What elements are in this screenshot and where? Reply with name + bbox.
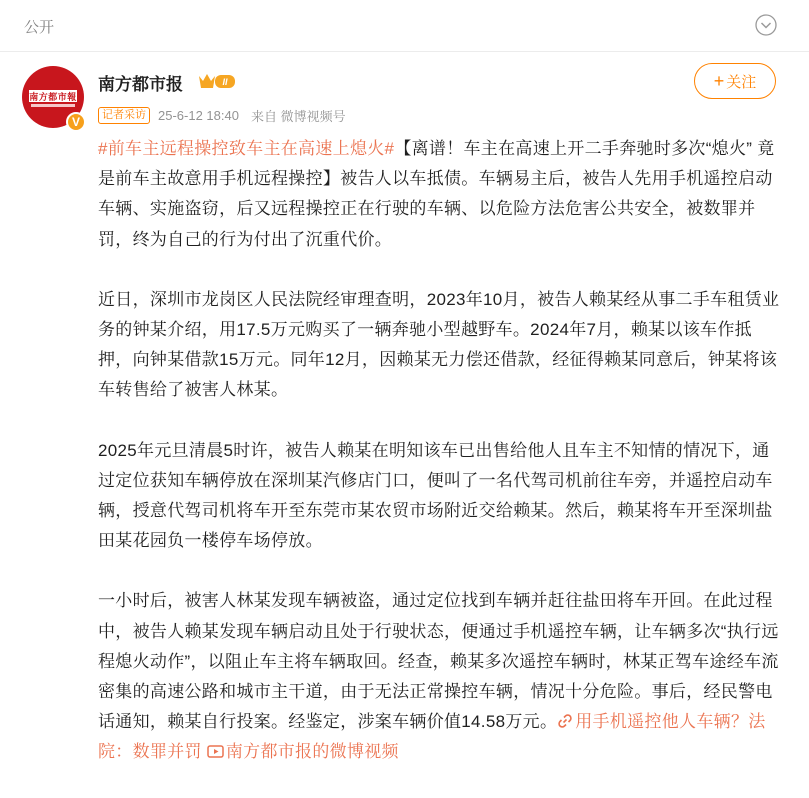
paragraph-2: 近日，深圳市龙岗区人民法院经审理查明，2023年10月，被告人赖某经从事二手车租赁业务的钟某介绍，用17.5万元购买了一辆奔驰小型越野车。2024年7月，赖某以该车作抵押，向钟某借款15万元。同年12月，因赖某无力偿还借款，经征得赖某同意后，钟某将该车转售给了被害人林某。 bbox=[98, 289, 780, 400]
visibility-bar bbox=[0, 0, 809, 52]
chevron-down-icon[interactable] bbox=[755, 14, 777, 36]
avatar-logo-text: 南方都市報 bbox=[29, 91, 77, 102]
avatar-logo bbox=[29, 90, 77, 102]
visibility-label: 公开 bbox=[24, 19, 55, 36]
crown-level: II bbox=[222, 77, 228, 87]
video-link[interactable] bbox=[207, 742, 399, 761]
post-meta bbox=[98, 106, 346, 124]
video-link-text: 南方都市报的微博视频 bbox=[225, 742, 399, 762]
link-icon bbox=[557, 713, 573, 729]
avatar-logo-underline bbox=[31, 104, 75, 107]
paragraph-text: 【离谱！车主在高速上开二手奔驰时多次“熄火” 竟是前车主故意用手机远程操控】被告人以车抵债。车辆易主后，被告人先用手机遥控启动车辆、实施盗窃，后又远程操控正在行驶的车辆、以危险方法危害公共安全，被数罪并罚，终为自己的行为付出了沉重代价。 bbox=[98, 139, 775, 249]
post-content bbox=[98, 134, 782, 798]
paragraph-3: 2025年元旦清晨5时许，被告人赖某在明知该车已出售给他人且车主不知情的情况下，通过定位获知车辆停放在深圳某汽修店门口，便叫了一名代驾司机前往车旁，并遥控启动车辆，授意代驾司机将车开至东莞市某农贸市场附近交给赖某。然后，赖某将车开至深圳盐田某花园负一楼停车场停放。 bbox=[98, 440, 773, 551]
verified-badge-icon: V bbox=[66, 112, 86, 132]
follow-label: 关注 bbox=[726, 73, 757, 91]
follow-button[interactable] bbox=[694, 63, 776, 99]
plus-icon: + bbox=[713, 71, 725, 91]
paragraph-text: 一小时后，被害人林某发现车辆被盗，通过定位找到车辆并赶往盐田将车开回。在此过程中，被告人赖某发现车辆启动且处于行驶状态，便通过手机遥控车辆，让车辆多次“执行远程熄火动作”，以阻止车主将车辆取回。经查，赖某多次遥控车辆时，林某正驾车途经车流密集的高速公路和城市主干道，由于无法正常操控车辆，情况十分危险。事后，经民警电话通知，赖某自行投案。经鉴定，涉案车辆价值14.58万元。 bbox=[98, 591, 779, 732]
article-link-text: 用手机遥控他人车辆？法院：数罪并罚 bbox=[98, 712, 766, 762]
crown-badge-icon[interactable] bbox=[197, 72, 237, 90]
author-name[interactable]: 南方都市报 bbox=[98, 75, 183, 94]
paragraph-1 bbox=[98, 134, 782, 255]
post-source[interactable]: 来自 微博视频号 bbox=[250, 108, 346, 124]
reporter-tag: 记者采访 bbox=[98, 107, 150, 124]
post-time[interactable]: 25-6-12 18:40 bbox=[158, 107, 239, 123]
paragraph-4 bbox=[98, 586, 782, 767]
video-icon bbox=[207, 744, 224, 759]
hashtag-link[interactable]: #前车主远程操控致车主在高速上熄火# bbox=[98, 139, 395, 158]
